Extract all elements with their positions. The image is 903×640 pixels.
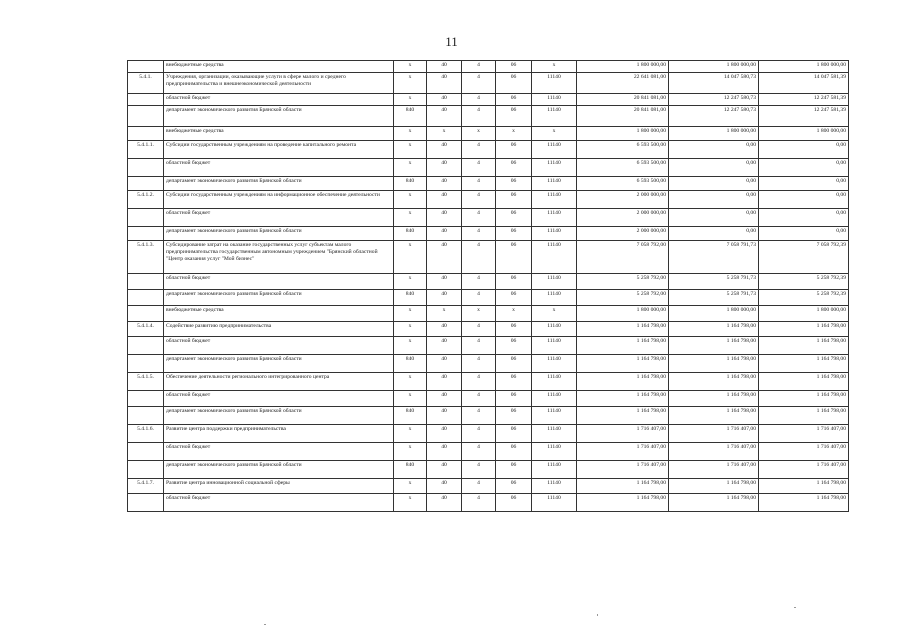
- row-number: 5.4.1.5.: [128, 373, 164, 391]
- amount-year-1: 1 800 000,00: [577, 61, 669, 73]
- cs-code: 11140: [532, 141, 577, 159]
- amount-year-3: 1 716 407,00: [759, 425, 849, 443]
- amount-year-2: 0,00: [669, 141, 759, 159]
- row-name: департамент экономического развития Брянской области: [164, 106, 394, 127]
- amount-year-1: 1 164 798,00: [577, 479, 669, 494]
- row-number: 5.4.1.6.: [128, 425, 164, 443]
- gp-code: 40: [427, 322, 462, 337]
- amount-year-3: 12 247 581,39: [759, 106, 849, 127]
- pgp-code: 4: [462, 94, 496, 106]
- om-code: 06: [496, 337, 532, 355]
- pgp-code: 4: [462, 407, 496, 425]
- cs-code: 11140: [532, 106, 577, 127]
- amount-year-3: 14 047 581,39: [759, 73, 849, 94]
- row-number: [128, 391, 164, 407]
- amount-year-3: 0,00: [759, 191, 849, 209]
- grbs-code: 840: [394, 461, 427, 479]
- pgp-code: 4: [462, 494, 496, 512]
- amount-year-3: 1 164 798,00: [759, 337, 849, 355]
- row-number: [128, 494, 164, 512]
- cs-code: 11140: [532, 94, 577, 106]
- row-name: областной бюджет: [164, 391, 394, 407]
- om-code: 06: [496, 494, 532, 512]
- pgp-code: 4: [462, 177, 496, 191]
- page-number: 11: [445, 34, 458, 49]
- grbs-code: 840: [394, 290, 427, 306]
- table-row: [128, 61, 849, 73]
- pgp-code: 4: [462, 61, 496, 73]
- table-row: [128, 443, 849, 461]
- amount-year-1: 1 164 798,00: [577, 407, 669, 425]
- om-code: 06: [496, 94, 532, 106]
- amount-year-3: 1 800 000,00: [759, 306, 849, 322]
- grbs-code: 840: [394, 355, 427, 373]
- pgp-code: x: [462, 306, 496, 322]
- table-row: [128, 127, 849, 141]
- table-row: [128, 290, 849, 306]
- grbs-code: x: [394, 61, 427, 73]
- row-number: [128, 290, 164, 306]
- amount-year-1: 1 716 407,00: [577, 425, 669, 443]
- amount-year-3: 0,00: [759, 141, 849, 159]
- cs-code: 11140: [532, 290, 577, 306]
- pgp-code: 4: [462, 461, 496, 479]
- gp-code: 40: [427, 274, 462, 290]
- cs-code: 11140: [532, 274, 577, 290]
- row-name: Развитие центра инновационной социальной сферы: [164, 479, 394, 494]
- amount-year-1: 1 164 798,00: [577, 337, 669, 355]
- amount-year-2: 1 164 798,00: [669, 355, 759, 373]
- cs-code: x: [532, 61, 577, 73]
- cs-code: 11140: [532, 337, 577, 355]
- gp-code: 40: [427, 241, 462, 274]
- table-row: [128, 461, 849, 479]
- pgp-code: 4: [462, 290, 496, 306]
- amount-year-1: 1 164 798,00: [577, 494, 669, 512]
- amount-year-2: 1 164 798,00: [669, 407, 759, 425]
- table-row: [128, 241, 849, 274]
- amount-year-1: 6 593 500,00: [577, 141, 669, 159]
- row-number: [128, 355, 164, 373]
- om-code: 06: [496, 290, 532, 306]
- gp-code: 40: [427, 61, 462, 73]
- amount-year-3: 1 716 407,00: [759, 443, 849, 461]
- row-number: [128, 94, 164, 106]
- amount-year-3: 0,00: [759, 177, 849, 191]
- cs-code: 11140: [532, 241, 577, 274]
- amount-year-2: 1 800 000,00: [669, 61, 759, 73]
- om-code: 06: [496, 391, 532, 407]
- row-name: внебюджетные средства: [164, 61, 394, 73]
- om-code: 06: [496, 461, 532, 479]
- cs-code: 11140: [532, 407, 577, 425]
- amount-year-2: 1 164 798,00: [669, 337, 759, 355]
- om-code: 06: [496, 274, 532, 290]
- amount-year-2: 1 164 798,00: [669, 373, 759, 391]
- amount-year-3: 1 164 798,00: [759, 355, 849, 373]
- om-code: 06: [496, 73, 532, 94]
- row-name: департамент экономического развития Брянской области: [164, 177, 394, 191]
- om-code: x: [496, 306, 532, 322]
- amount-year-1: 6 593 500,00: [577, 159, 669, 177]
- pgp-code: 4: [462, 191, 496, 209]
- cs-code: x: [532, 127, 577, 141]
- pgp-code: 4: [462, 322, 496, 337]
- amount-year-2: 0,00: [669, 159, 759, 177]
- grbs-code: x: [394, 373, 427, 391]
- pgp-code: 4: [462, 209, 496, 227]
- gp-code: 40: [427, 177, 462, 191]
- grbs-code: x: [394, 479, 427, 494]
- om-code: 06: [496, 373, 532, 391]
- amount-year-2: 1 800 000,00: [669, 306, 759, 322]
- table-row: [128, 391, 849, 407]
- amount-year-3: 7 058 792,39: [759, 241, 849, 274]
- om-code: 06: [496, 209, 532, 227]
- pgp-code: 4: [462, 106, 496, 127]
- gp-code: 40: [427, 461, 462, 479]
- amount-year-2: 14 047 580,73: [669, 73, 759, 94]
- grbs-code: x: [394, 73, 427, 94]
- amount-year-1: 1 164 798,00: [577, 373, 669, 391]
- gp-code: 40: [427, 290, 462, 306]
- pgp-code: 4: [462, 141, 496, 159]
- table-row: [128, 306, 849, 322]
- grbs-code: x: [394, 159, 427, 177]
- amount-year-1: 20 841 081,00: [577, 106, 669, 127]
- amount-year-3: 12 247 581,39: [759, 94, 849, 106]
- gp-code: 40: [427, 159, 462, 177]
- row-number: [128, 61, 164, 73]
- row-name: департамент экономического развития Брянской области: [164, 355, 394, 373]
- gp-code: 40: [427, 373, 462, 391]
- amount-year-1: 1 164 798,00: [577, 355, 669, 373]
- gp-code: 40: [427, 391, 462, 407]
- grbs-code: 840: [394, 177, 427, 191]
- table-row: [128, 73, 849, 94]
- table-row: [128, 141, 849, 159]
- amount-year-3: 0,00: [759, 209, 849, 227]
- row-number: 5.4.1.4.: [128, 322, 164, 337]
- table-body: [128, 61, 849, 512]
- om-code: 06: [496, 191, 532, 209]
- cs-code: 11140: [532, 391, 577, 407]
- amount-year-3: 1 800 000,00: [759, 61, 849, 73]
- amount-year-1: 7 058 792,00: [577, 241, 669, 274]
- amount-year-1: 1 800 000,00: [577, 127, 669, 141]
- cs-code: 11140: [532, 73, 577, 94]
- row-number: [128, 306, 164, 322]
- cs-code: 11140: [532, 373, 577, 391]
- cs-code: 11140: [532, 425, 577, 443]
- cs-code: 11140: [532, 177, 577, 191]
- row-name: Субсидии государственным учреждениям на проведение капитального ремонта: [164, 141, 394, 159]
- cs-code: 11140: [532, 479, 577, 494]
- table-row: [128, 209, 849, 227]
- row-name: Учреждения, организации, оказывающие услуги в сфере малого и среднего предпринимательства и внешнеэкономической деятельности: [164, 73, 394, 94]
- om-code: 06: [496, 425, 532, 443]
- table-row: [128, 425, 849, 443]
- row-name: областной бюджет: [164, 494, 394, 512]
- row-name: областной бюджет: [164, 159, 394, 177]
- amount-year-1: 1 800 000,00: [577, 306, 669, 322]
- amount-year-1: 1 716 407,00: [577, 443, 669, 461]
- table-row: [128, 177, 849, 191]
- amount-year-1: 5 258 792,00: [577, 290, 669, 306]
- cs-code: 11140: [532, 209, 577, 227]
- pgp-code: 4: [462, 159, 496, 177]
- amount-year-2: 1 716 407,00: [669, 425, 759, 443]
- grbs-code: 840: [394, 407, 427, 425]
- om-code: 06: [496, 106, 532, 127]
- amount-year-2: 5 258 791,73: [669, 274, 759, 290]
- row-number: 5.4.1.7.: [128, 479, 164, 494]
- cs-code: 11140: [532, 227, 577, 241]
- scan-speck: [794, 607, 796, 608]
- row-number: [128, 443, 164, 461]
- row-name: Обеспечение деятельности регионального интегрированного центра: [164, 373, 394, 391]
- row-name: областной бюджет: [164, 94, 394, 106]
- row-name: областной бюджет: [164, 443, 394, 461]
- table-row: [128, 494, 849, 512]
- grbs-code: x: [394, 337, 427, 355]
- table-row: [128, 274, 849, 290]
- row-number: 5.4.1.: [128, 73, 164, 94]
- table-row: [128, 227, 849, 241]
- row-number: 5.4.1.3.: [128, 241, 164, 274]
- table-row: [128, 106, 849, 127]
- pgp-code: 4: [462, 337, 496, 355]
- row-name: Субсидирование затрат на оказание государственных услуг субъектам малого предпринимательства государственным автономным учреждением "Брянский областной "Центр оказания услуг "Мой бизнес": [164, 241, 394, 274]
- grbs-code: x: [394, 306, 427, 322]
- cs-code: 11140: [532, 159, 577, 177]
- row-name: департамент экономического развития Брянской области: [164, 461, 394, 479]
- gp-code: 40: [427, 209, 462, 227]
- gp-code: 40: [427, 106, 462, 127]
- grbs-code: x: [394, 209, 427, 227]
- row-number: [128, 177, 164, 191]
- row-name: Субсидии государственным учреждениям на информационное обеспечение деятельности: [164, 191, 394, 209]
- row-number: 5.4.1.1.: [128, 141, 164, 159]
- gp-code: x: [427, 127, 462, 141]
- amount-year-3: 1 716 407,00: [759, 461, 849, 479]
- gp-code: 40: [427, 494, 462, 512]
- table-row: [128, 479, 849, 494]
- amount-year-3: 1 164 798,00: [759, 479, 849, 494]
- pgp-code: 4: [462, 443, 496, 461]
- row-name: областной бюджет: [164, 274, 394, 290]
- row-number: [128, 337, 164, 355]
- amount-year-3: 5 258 792,39: [759, 290, 849, 306]
- row-name: внебюджетные средства: [164, 127, 394, 141]
- row-name: областной бюджет: [164, 337, 394, 355]
- amount-year-2: 1 164 798,00: [669, 322, 759, 337]
- amount-year-2: 1 716 407,00: [669, 443, 759, 461]
- amount-year-3: 0,00: [759, 227, 849, 241]
- cs-code: 11140: [532, 443, 577, 461]
- amount-year-3: 1 164 798,00: [759, 391, 849, 407]
- gp-code: 40: [427, 355, 462, 373]
- om-code: x: [496, 127, 532, 141]
- pgp-code: 4: [462, 425, 496, 443]
- gp-code: 40: [427, 337, 462, 355]
- amount-year-2: 1 800 000,00: [669, 127, 759, 141]
- gp-code: 40: [427, 94, 462, 106]
- amount-year-3: 1 164 798,00: [759, 407, 849, 425]
- budget-table: [127, 60, 849, 512]
- amount-year-1: 5 258 792,00: [577, 274, 669, 290]
- cs-code: x: [532, 306, 577, 322]
- scan-speck: [264, 624, 266, 625]
- amount-year-1: 22 641 081,00: [577, 73, 669, 94]
- gp-code: 40: [427, 73, 462, 94]
- cs-code: 11140: [532, 461, 577, 479]
- amount-year-1: 6 593 500,00: [577, 177, 669, 191]
- pgp-code: 4: [462, 355, 496, 373]
- amount-year-2: 5 258 791,73: [669, 290, 759, 306]
- row-number: [128, 407, 164, 425]
- amount-year-2: 0,00: [669, 191, 759, 209]
- pgp-code: 4: [462, 227, 496, 241]
- gp-code: 40: [427, 141, 462, 159]
- gp-code: 40: [427, 407, 462, 425]
- table-row: [128, 355, 849, 373]
- om-code: 06: [496, 61, 532, 73]
- table-row: [128, 373, 849, 391]
- cs-code: 11140: [532, 355, 577, 373]
- row-name: департамент экономического развития Брянской области: [164, 290, 394, 306]
- om-code: 06: [496, 443, 532, 461]
- grbs-code: x: [394, 191, 427, 209]
- amount-year-3: 5 258 792,39: [759, 274, 849, 290]
- grbs-code: x: [394, 94, 427, 106]
- grbs-code: x: [394, 425, 427, 443]
- scan-speck: [597, 614, 598, 616]
- row-name: департамент экономического развития Брянской области: [164, 227, 394, 241]
- amount-year-2: 0,00: [669, 177, 759, 191]
- grbs-code: x: [394, 443, 427, 461]
- amount-year-2: 1 164 798,00: [669, 479, 759, 494]
- amount-year-1: 1 716 407,00: [577, 461, 669, 479]
- row-number: [128, 274, 164, 290]
- amount-year-2: 12 247 580,73: [669, 106, 759, 127]
- table-row: [128, 322, 849, 337]
- grbs-code: 840: [394, 106, 427, 127]
- amount-year-1: 2 000 000,00: [577, 191, 669, 209]
- amount-year-2: 1 164 798,00: [669, 391, 759, 407]
- pgp-code: 4: [462, 373, 496, 391]
- row-name: Содействие развитию предпринимательства: [164, 322, 394, 337]
- row-number: [128, 159, 164, 177]
- om-code: 06: [496, 241, 532, 274]
- row-number: [128, 106, 164, 127]
- amount-year-2: 1 716 407,00: [669, 461, 759, 479]
- gp-code: 40: [427, 227, 462, 241]
- grbs-code: x: [394, 141, 427, 159]
- grbs-code: x: [394, 127, 427, 141]
- row-number: [128, 209, 164, 227]
- grbs-code: 840: [394, 227, 427, 241]
- gp-code: 40: [427, 443, 462, 461]
- row-number: [128, 227, 164, 241]
- table-row: [128, 191, 849, 209]
- grbs-code: x: [394, 241, 427, 274]
- amount-year-1: 1 164 798,00: [577, 391, 669, 407]
- om-code: 06: [496, 479, 532, 494]
- om-code: 06: [496, 227, 532, 241]
- amount-year-3: 1 164 798,00: [759, 322, 849, 337]
- om-code: 06: [496, 407, 532, 425]
- cs-code: 11140: [532, 322, 577, 337]
- amount-year-1: 2 000 000,00: [577, 227, 669, 241]
- amount-year-1: 20 841 081,00: [577, 94, 669, 106]
- amount-year-1: 2 000 000,00: [577, 209, 669, 227]
- table-row: [128, 94, 849, 106]
- pgp-code: 4: [462, 479, 496, 494]
- cs-code: 11140: [532, 191, 577, 209]
- gp-code: 40: [427, 191, 462, 209]
- grbs-code: x: [394, 274, 427, 290]
- om-code: 06: [496, 177, 532, 191]
- grbs-code: x: [394, 494, 427, 512]
- cs-code: 11140: [532, 494, 577, 512]
- row-name: областной бюджет: [164, 209, 394, 227]
- amount-year-3: 0,00: [759, 159, 849, 177]
- pgp-code: 4: [462, 241, 496, 274]
- om-code: 06: [496, 322, 532, 337]
- table-row: [128, 407, 849, 425]
- row-number: 5.4.1.2.: [128, 191, 164, 209]
- gp-code: x: [427, 306, 462, 322]
- grbs-code: x: [394, 391, 427, 407]
- amount-year-2: 0,00: [669, 227, 759, 241]
- om-code: 06: [496, 355, 532, 373]
- row-name: внебюджетные средства: [164, 306, 394, 322]
- gp-code: 40: [427, 479, 462, 494]
- amount-year-3: 1 164 798,00: [759, 373, 849, 391]
- row-number: [128, 461, 164, 479]
- row-name: департамент экономического развития Брянской области: [164, 407, 394, 425]
- pgp-code: 4: [462, 391, 496, 407]
- grbs-code: x: [394, 322, 427, 337]
- table-row: [128, 159, 849, 177]
- amount-year-3: 1 800 000,00: [759, 127, 849, 141]
- amount-year-2: 1 164 798,00: [669, 494, 759, 512]
- table-row: [128, 337, 849, 355]
- row-name: Развитие центра поддержки предпринимательства: [164, 425, 394, 443]
- amount-year-1: 1 164 798,00: [577, 322, 669, 337]
- om-code: 06: [496, 159, 532, 177]
- amount-year-2: 0,00: [669, 209, 759, 227]
- amount-year-2: 12 247 580,73: [669, 94, 759, 106]
- amount-year-2: 7 058 791,73: [669, 241, 759, 274]
- pgp-code: 4: [462, 274, 496, 290]
- row-number: [128, 127, 164, 141]
- pgp-code: x: [462, 127, 496, 141]
- pgp-code: 4: [462, 73, 496, 94]
- om-code: 06: [496, 141, 532, 159]
- gp-code: 40: [427, 425, 462, 443]
- amount-year-3: 1 164 798,00: [759, 494, 849, 512]
